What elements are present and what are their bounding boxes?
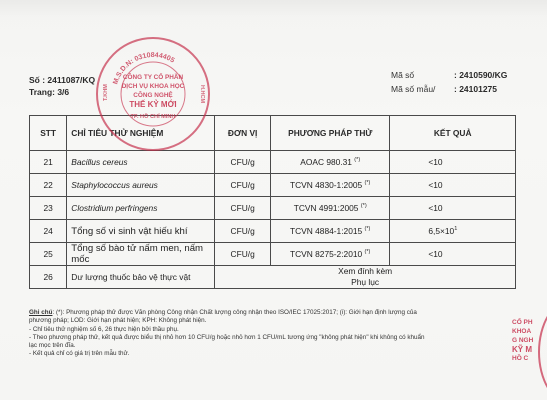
method-accredited-mark: (*): [364, 249, 371, 256]
row-unit: CFU/g: [215, 220, 271, 243]
row-unit: CFU/g: [215, 151, 271, 174]
method-text: TCVN 4884-1:2015: [290, 226, 363, 236]
row-stt: 26: [30, 266, 67, 289]
sample-code-value: : 24101275: [454, 84, 498, 94]
seal-ring-text: M.S.D.N: 0310844405: [112, 51, 176, 86]
page-number: Trang: 3/6: [29, 87, 70, 97]
seal-line-5: TP. HỒ CHÍ MINH: [130, 114, 176, 120]
row-test-name: Bacillus cereus: [67, 151, 215, 174]
note-text: : (*): Phương pháp thử được Văn phòng Công nhận Chất lượng công nhận theo ISO/IEC 17025:2017; (i): Giới hạn định lượng của: [52, 309, 417, 316]
note-line: lạc mọc trên đĩa.: [29, 342, 76, 350]
row-method: [271, 220, 390, 243]
notes-section: [29, 309, 519, 359]
row-stt: 22: [30, 174, 67, 197]
page-top-shadow: [0, 0, 547, 18]
row-unit: CFU/g: [215, 243, 271, 266]
header-unit: ĐƠN VỊ: [215, 116, 271, 151]
edge-seal-line: KHOA: [512, 328, 532, 335]
header-stt: STT: [30, 116, 67, 151]
sample-code-label: Mã số mẫu/: [391, 84, 436, 94]
method-accredited-mark: (*): [364, 180, 371, 187]
edge-seal-ring: [538, 300, 547, 400]
table-row: [30, 151, 516, 174]
header-result: KẾT QUẢ: [390, 116, 516, 151]
method-accredited-mark: (*): [354, 157, 361, 164]
row-result: <10: [390, 151, 516, 174]
row-unit: CFU/g: [215, 197, 271, 220]
method-text: TCVN 8275-2:2010: [290, 249, 363, 259]
seal-line-3: CÔNG NGHỆ: [133, 92, 173, 99]
row-test-name: Clostridium perfringens: [67, 197, 215, 220]
result-value: 6,5×10: [428, 226, 455, 236]
code-value: : 2410590/KG: [454, 70, 508, 80]
company-seal: [96, 37, 210, 151]
row-test-name: Dư lượng thuốc bảo vệ thực vật: [67, 266, 215, 289]
note-line: [29, 309, 519, 317]
method-accredited-mark: (*): [360, 203, 367, 210]
seal-line-4: THẾ KỶ MỚI: [129, 100, 177, 109]
row-method: [271, 197, 390, 220]
seal-graphic: [98, 39, 208, 149]
notes-label: Ghi chú: [29, 309, 53, 316]
note-line: phương pháp; LOD: Giới hạn phát hiện; KPH: Không phát hiện.: [29, 317, 207, 325]
edge-seal-line: G NGH: [512, 337, 534, 344]
row-stt: 23: [30, 197, 67, 220]
row-test-name: Staphylococcus aureus: [67, 174, 215, 197]
edge-seal-line: CỔ PH: [512, 319, 533, 326]
row-result: <10: [390, 197, 516, 220]
row-method: [271, 243, 390, 266]
header-method: PHƯƠNG PHÁP THỬ: [271, 116, 390, 151]
seal-line-2: DỊCH VỤ KHOA HỌC: [121, 83, 185, 90]
table-row: [30, 220, 516, 243]
table-row: [30, 243, 516, 266]
row-result: <10: [390, 243, 516, 266]
table-row: [30, 266, 516, 289]
seal-side-right: H.HCM: [199, 85, 205, 104]
table-row: [30, 197, 516, 220]
merged-line-2: Phụ lục: [351, 277, 380, 287]
row-test-name: Tổng số vi sinh vật hiếu khí: [67, 220, 215, 243]
method-text: AOAC 980.31: [300, 157, 352, 167]
note-line: - Chỉ tiêu thử nghiệm số 6, 26 thực hiện bởi thầu phụ.: [29, 325, 179, 333]
method-accredited-mark: (*): [364, 226, 371, 233]
note-line: - Kết quả chỉ có giá trị trên mẫu thử.: [29, 350, 130, 358]
row-method: [271, 174, 390, 197]
header-test-item: CHỈ TIÊU THỬ NGHIỆM: [67, 116, 215, 151]
method-text: TCVN 4830-1:2005: [290, 180, 363, 190]
row-stt: 24: [30, 220, 67, 243]
row-method: [271, 151, 390, 174]
merged-line-1: Xem đính kèm: [338, 266, 393, 276]
edge-seal-line: HỒ C: [512, 355, 529, 362]
row-result: [390, 220, 516, 243]
row-merged-result: [215, 266, 516, 289]
edge-seal-line: KỸ M: [512, 345, 532, 354]
table-row: [30, 174, 516, 197]
result-exponent: 1: [454, 226, 458, 233]
seal-side-left: T.KHM: [103, 84, 109, 101]
report-number: Số : 2411087/KQ: [29, 75, 96, 85]
row-result: <10: [390, 174, 516, 197]
row-stt: 25: [30, 243, 67, 266]
note-line: - Theo phương pháp thử, kết quả được biểu thị nhỏ hơn 10 CFU/g hoặc nhỏ hơn 1 CFU/mL tương ứng "không phát hiện" khi không có khuẩn: [29, 333, 425, 341]
row-unit: CFU/g: [215, 174, 271, 197]
method-text: TCVN 4991:2005: [293, 203, 359, 213]
row-test-name: Tổng số bào tử nấm men, nấm mốc: [67, 243, 215, 266]
row-stt: 21: [30, 151, 67, 174]
seal-line-1: CÔNG TY CỔ PHẦN: [122, 74, 184, 81]
edge-seal-fragment: [512, 300, 547, 400]
code-label: Mã số: [391, 70, 415, 80]
